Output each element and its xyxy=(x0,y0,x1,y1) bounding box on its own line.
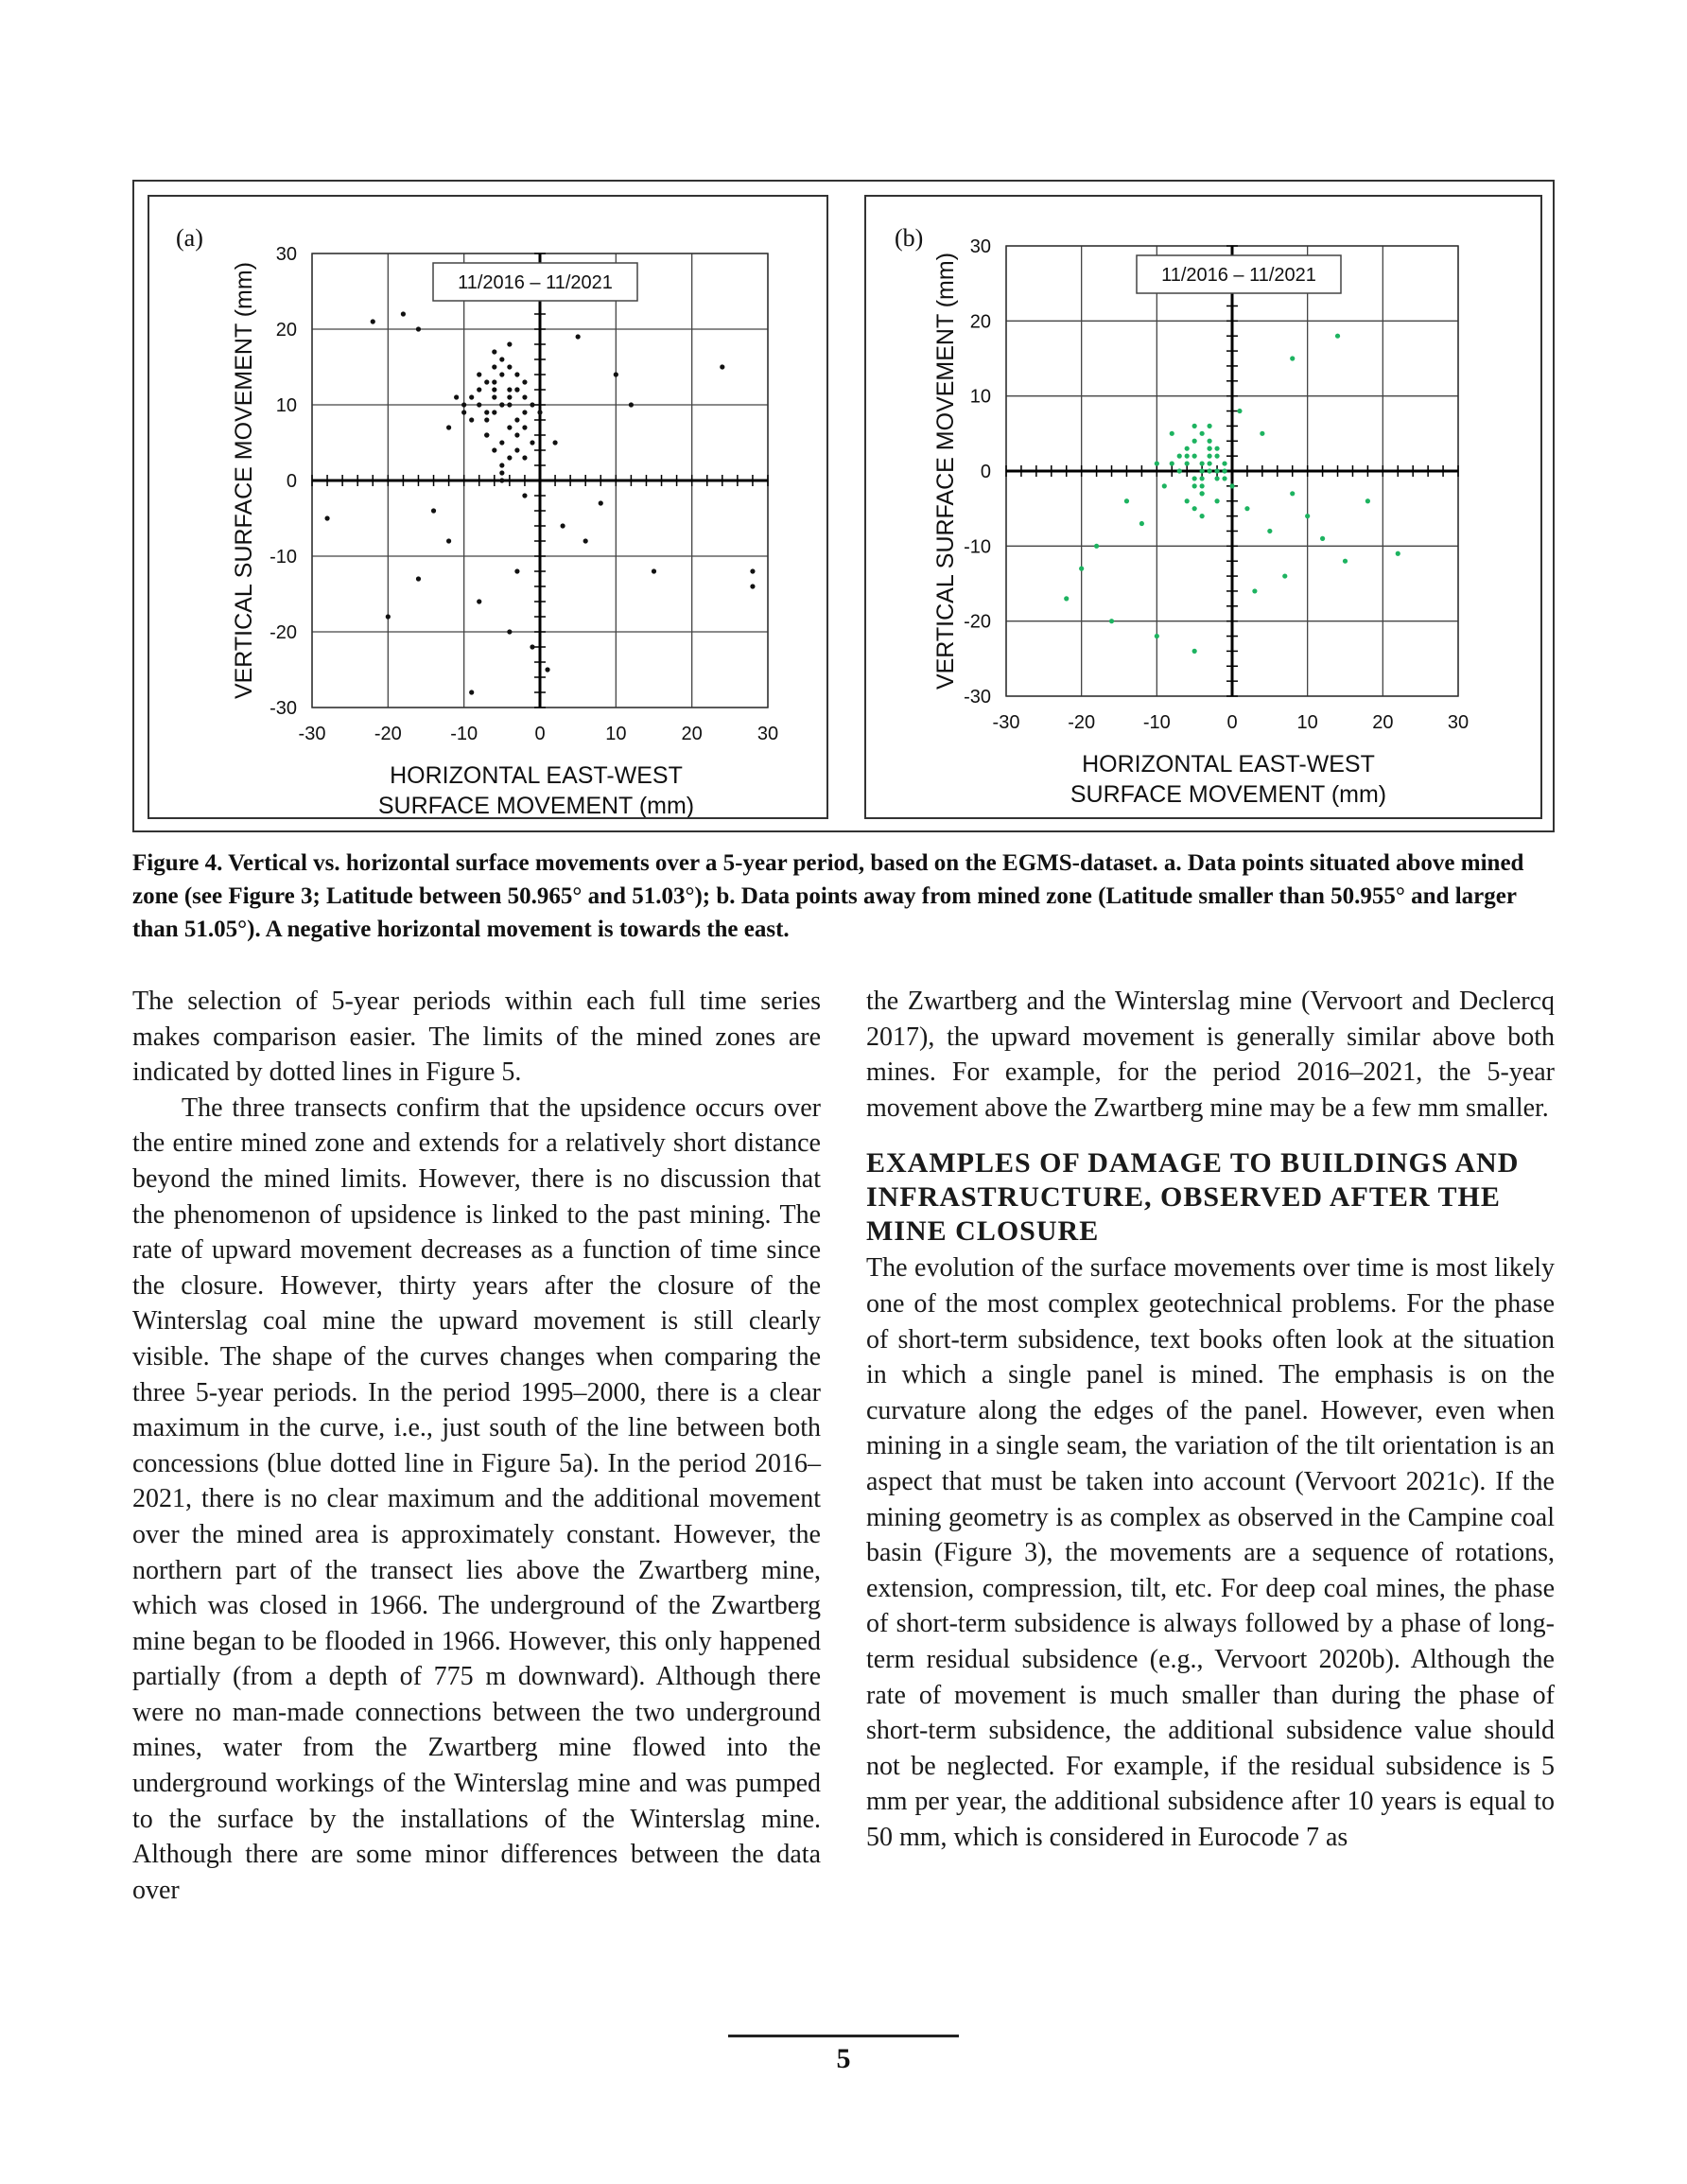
data-point xyxy=(1200,468,1205,473)
scatter-plot-b-svg xyxy=(866,197,1540,817)
data-point xyxy=(1305,514,1310,518)
data-point xyxy=(720,364,724,369)
data-point xyxy=(454,394,459,399)
y-tick-label: -10 xyxy=(270,547,297,568)
data-point xyxy=(499,357,504,361)
data-point xyxy=(484,417,489,422)
data-point xyxy=(1200,514,1205,518)
data-point xyxy=(1222,461,1226,465)
x-tick-label: -30 xyxy=(298,724,326,744)
x-tick-label: -20 xyxy=(1068,712,1096,733)
data-point xyxy=(1244,506,1249,511)
data-point xyxy=(1320,536,1325,541)
data-point xyxy=(386,614,391,619)
data-point xyxy=(1185,446,1190,451)
data-point xyxy=(492,349,496,354)
data-point xyxy=(530,402,534,407)
data-point xyxy=(469,417,474,422)
data-point xyxy=(492,387,496,392)
data-point xyxy=(1192,506,1197,511)
body-paragraph: The selection of 5-year periods within each full time series makes comparison easier. The limits of the mined zones are indicated by dotted lines in Figure 5. xyxy=(132,987,821,1088)
data-point xyxy=(545,667,549,672)
scatter-plot-b xyxy=(864,195,1542,819)
data-point xyxy=(1200,476,1205,480)
data-point xyxy=(484,379,489,384)
data-point xyxy=(1290,356,1295,360)
data-point xyxy=(492,447,496,452)
left-column xyxy=(132,984,821,1908)
data-point xyxy=(514,432,519,437)
data-point xyxy=(499,478,504,482)
data-point xyxy=(1267,529,1272,533)
x-axis-label-line1: HORIZONTAL EAST-WEST xyxy=(390,762,683,789)
data-point xyxy=(469,394,474,399)
data-point xyxy=(1214,498,1219,503)
x-tick-label: 10 xyxy=(605,724,627,744)
data-point xyxy=(1208,468,1212,473)
footer-rule xyxy=(728,2035,959,2037)
period-label: 11/2016 – 11/2021 xyxy=(458,272,613,293)
y-tick-label: -30 xyxy=(270,698,297,719)
data-point xyxy=(583,538,588,543)
x-tick-label: 20 xyxy=(681,724,703,744)
x-tick-label: 30 xyxy=(1447,712,1470,733)
data-point xyxy=(1094,544,1099,549)
x-tick-label: -20 xyxy=(374,724,402,744)
y-tick-label: 30 xyxy=(969,236,991,257)
data-point xyxy=(446,538,451,543)
data-point xyxy=(514,568,519,573)
body-paragraph: The evolution of the surface movements over time is most likely one of the most complex geotechnical problems. For the phase of short-term subsidence, text books often look at the situation in which a single panel is mined. The emphasis is on the curvature along the edges of the panel. However, even when mining in a single seam, the variation of the tilt orientation is an aspect that must be taken into account (Vervoort 2021c). If the mining geometry is as complex as observed in the Campine coal basin (Figure 3), the movements are a sequence of rotations, extension, compression, tilt, etc. For deep coal mines, the phase of short-term subsidence is always followed by a phase of long-term residual subsidence (e.g., Vervoort 2020b). Although the rate of movement is much smaller than during the phase of short-term subsidence, the additional subsidence value should not be neglected. For example, if the residual subsidence is 5 mm per year, the additional subsidence after 10 years is equal to 50 mm, which is considered in Eurocode 7 as xyxy=(866,1253,1555,1852)
figure-caption: Figure 4. Vertical vs. horizontal surface movements over a 5-year period, based on the EGMS-dataset. a. Data points situated above mined zone (see Figure 3; Latitude between 50.965° and 51.03°); b. Data points away from mined zone (Latitude smaller than 50.955° and larger than 51.05°). A negative horizontal movement is towards the east. xyxy=(132,850,1524,942)
data-point xyxy=(371,319,375,323)
data-point xyxy=(484,410,489,414)
data-point xyxy=(1124,498,1129,503)
body-paragraph: The three transects confirm that the upsidence occurs over the entire mined zone and extends for a relatively short distance beyond the mined limits. However, there is no discussion that the phenomenon of upsidence is linked to the past mining. The rate of upward movement decreases as a function of time since the closure. However, thirty years after the closure of the Winterslag coal mine the upward movement is still clearly visible. The shape of the curves changes when comparing the three 5-year periods. In the period 1995–2000, there is a clear maximum in the curve, i.e., just south of the line between both concessions (blue dotted line in Figure 5a). In the period 2016–2021, there is no clear maximum and the additional movement over the mined area is approximately constant. However, the northern part of the transect lies above the Zwartberg mine, which was closed in 1966. The underground of the Zwartberg mine began to be flooded in 1966. However, this only happened partially (from a depth of 775 m downward). Although there were no man-made connections between the two underground mines, water from the Zwartberg mine flowed into the underground workings of the Winterslag mine and was pumped to the surface by the installations of the Winterslag mine. Although there are some minor differences between the data over xyxy=(132,1092,821,1905)
data-point xyxy=(1192,424,1197,428)
y-tick-label: 0 xyxy=(980,462,991,482)
data-point xyxy=(514,417,519,422)
page-number: 5 xyxy=(836,2043,851,2074)
data-point xyxy=(499,463,504,467)
data-point xyxy=(1282,573,1287,578)
x-tick-label: 0 xyxy=(1226,712,1238,733)
y-tick-label: 10 xyxy=(969,386,991,408)
data-point xyxy=(507,629,512,634)
data-point xyxy=(1208,461,1212,465)
data-point xyxy=(614,372,618,376)
data-point xyxy=(750,568,755,573)
y-tick-label: -10 xyxy=(964,536,991,558)
data-point xyxy=(1214,446,1219,451)
data-point xyxy=(507,402,512,407)
data-point xyxy=(1177,468,1182,473)
y-tick-label: -20 xyxy=(270,622,297,643)
x-tick-label: -30 xyxy=(992,712,1020,733)
data-point xyxy=(1185,498,1190,503)
data-point xyxy=(1335,334,1340,339)
data-point xyxy=(1208,439,1212,444)
data-point xyxy=(507,387,512,392)
data-point xyxy=(1192,439,1197,444)
data-point xyxy=(522,379,527,384)
data-point xyxy=(1396,551,1400,556)
data-point xyxy=(499,372,504,376)
data-point xyxy=(652,568,656,573)
panel-letter: (a) xyxy=(176,224,203,252)
x-axis-label-line2: SURFACE MOVEMENT (mm) xyxy=(1070,781,1387,808)
data-point xyxy=(446,425,451,429)
data-point xyxy=(576,334,581,339)
x-tick-label: 0 xyxy=(534,724,546,744)
x-tick-label: 10 xyxy=(1296,712,1318,733)
data-point xyxy=(1200,483,1205,488)
x-axis-label-line1: HORIZONTAL EAST-WEST xyxy=(1082,751,1375,778)
data-point xyxy=(499,402,504,407)
data-point xyxy=(507,455,512,460)
x-tick-label: 20 xyxy=(1372,712,1394,733)
data-point xyxy=(1064,596,1069,601)
data-point xyxy=(1222,468,1226,473)
data-point xyxy=(1214,468,1219,473)
y-tick-label: -30 xyxy=(964,687,991,708)
data-point xyxy=(1343,559,1348,564)
x-tick-label: -10 xyxy=(1142,712,1171,733)
data-point xyxy=(1200,461,1205,465)
y-axis-label: VERTICAL SURFACE MOVEMENT (mm) xyxy=(231,261,257,700)
y-axis-label: VERTICAL SURFACE MOVEMENT (mm) xyxy=(932,252,959,690)
data-point xyxy=(492,379,496,384)
data-point xyxy=(1208,454,1212,459)
data-point xyxy=(1365,498,1370,503)
data-point xyxy=(1200,431,1205,436)
x-axis-label-line2: SURFACE MOVEMENT (mm) xyxy=(377,793,695,817)
data-point xyxy=(522,425,527,429)
data-point xyxy=(530,440,534,445)
data-point xyxy=(477,372,481,376)
figure-4 xyxy=(132,180,1555,832)
data-point xyxy=(1162,483,1167,488)
data-point xyxy=(530,644,534,649)
data-point xyxy=(499,440,504,445)
data-point xyxy=(1237,409,1242,413)
data-point xyxy=(1260,431,1264,436)
data-point xyxy=(1185,454,1190,459)
y-tick-label: 20 xyxy=(275,320,297,341)
data-point xyxy=(1192,476,1197,480)
data-point xyxy=(324,515,329,520)
data-point xyxy=(477,387,481,392)
data-point xyxy=(492,364,496,369)
panel-letter: (b) xyxy=(895,224,924,252)
data-point xyxy=(1170,431,1174,436)
data-point xyxy=(507,341,512,346)
section-heading: EXAMPLES OF DAMAGE TO BUILDINGS AND INFRASTRUCTURE, OBSERVED AFTER THE MINE CLOSURE xyxy=(866,1147,1520,1248)
data-point xyxy=(599,500,603,505)
data-point xyxy=(477,599,481,603)
data-point xyxy=(507,364,512,369)
data-point xyxy=(561,523,565,528)
data-point xyxy=(507,394,512,399)
data-point xyxy=(461,410,466,414)
data-point xyxy=(469,690,474,694)
scatter-plot-a xyxy=(148,195,828,819)
y-tick-label: 30 xyxy=(275,244,297,265)
data-point xyxy=(477,402,481,407)
y-tick-label: -20 xyxy=(964,611,991,633)
data-point xyxy=(431,508,436,513)
data-point xyxy=(1192,454,1197,459)
data-point xyxy=(1170,461,1174,465)
data-point xyxy=(1208,424,1212,428)
data-point xyxy=(514,372,519,376)
data-point xyxy=(1155,634,1159,638)
x-tick-label: -10 xyxy=(450,724,478,744)
data-point xyxy=(416,326,421,331)
data-point xyxy=(1214,476,1219,480)
y-tick-label: 0 xyxy=(286,471,297,492)
data-point xyxy=(522,410,527,414)
data-point xyxy=(1139,521,1144,526)
y-tick-label: 20 xyxy=(969,311,991,333)
data-point xyxy=(1208,446,1212,451)
period-label: 11/2016 – 11/2021 xyxy=(1161,265,1316,286)
data-point xyxy=(507,425,512,429)
right-column xyxy=(866,984,1555,1855)
data-point xyxy=(1192,483,1197,488)
data-point xyxy=(484,432,489,437)
data-point xyxy=(522,493,527,498)
data-point xyxy=(537,410,542,414)
data-point xyxy=(1109,619,1114,623)
data-point xyxy=(1214,454,1219,459)
y-tick-label: 10 xyxy=(275,395,297,416)
data-point xyxy=(416,576,421,581)
data-point xyxy=(492,410,496,414)
data-point xyxy=(522,394,527,399)
data-point xyxy=(514,387,519,392)
data-point xyxy=(1290,491,1295,496)
data-point xyxy=(552,440,557,445)
data-point xyxy=(401,311,406,316)
data-point xyxy=(1200,491,1205,496)
data-point xyxy=(750,584,755,588)
body-paragraph: the Zwartberg and the Winterslag mine (Vervoort and Declercq 2017), the upward movement is generally similar above both mines. For example, for the period 2016–2021, the 5-year movement above the Zwartberg mine may be a few mm smaller. xyxy=(866,987,1555,1123)
data-point xyxy=(629,402,634,407)
data-point xyxy=(514,447,519,452)
data-point xyxy=(1252,588,1257,593)
data-point xyxy=(1185,461,1190,465)
data-point xyxy=(522,455,527,460)
data-point xyxy=(1192,649,1197,654)
scatter-plot-a-svg xyxy=(149,197,826,817)
data-point xyxy=(499,470,504,475)
data-point xyxy=(1177,454,1182,459)
data-point xyxy=(1222,476,1226,480)
data-point xyxy=(1155,461,1159,465)
data-point xyxy=(1079,567,1084,571)
data-point xyxy=(1229,483,1234,488)
data-point xyxy=(492,394,496,399)
x-tick-label: 30 xyxy=(757,724,779,744)
data-point xyxy=(461,402,466,407)
